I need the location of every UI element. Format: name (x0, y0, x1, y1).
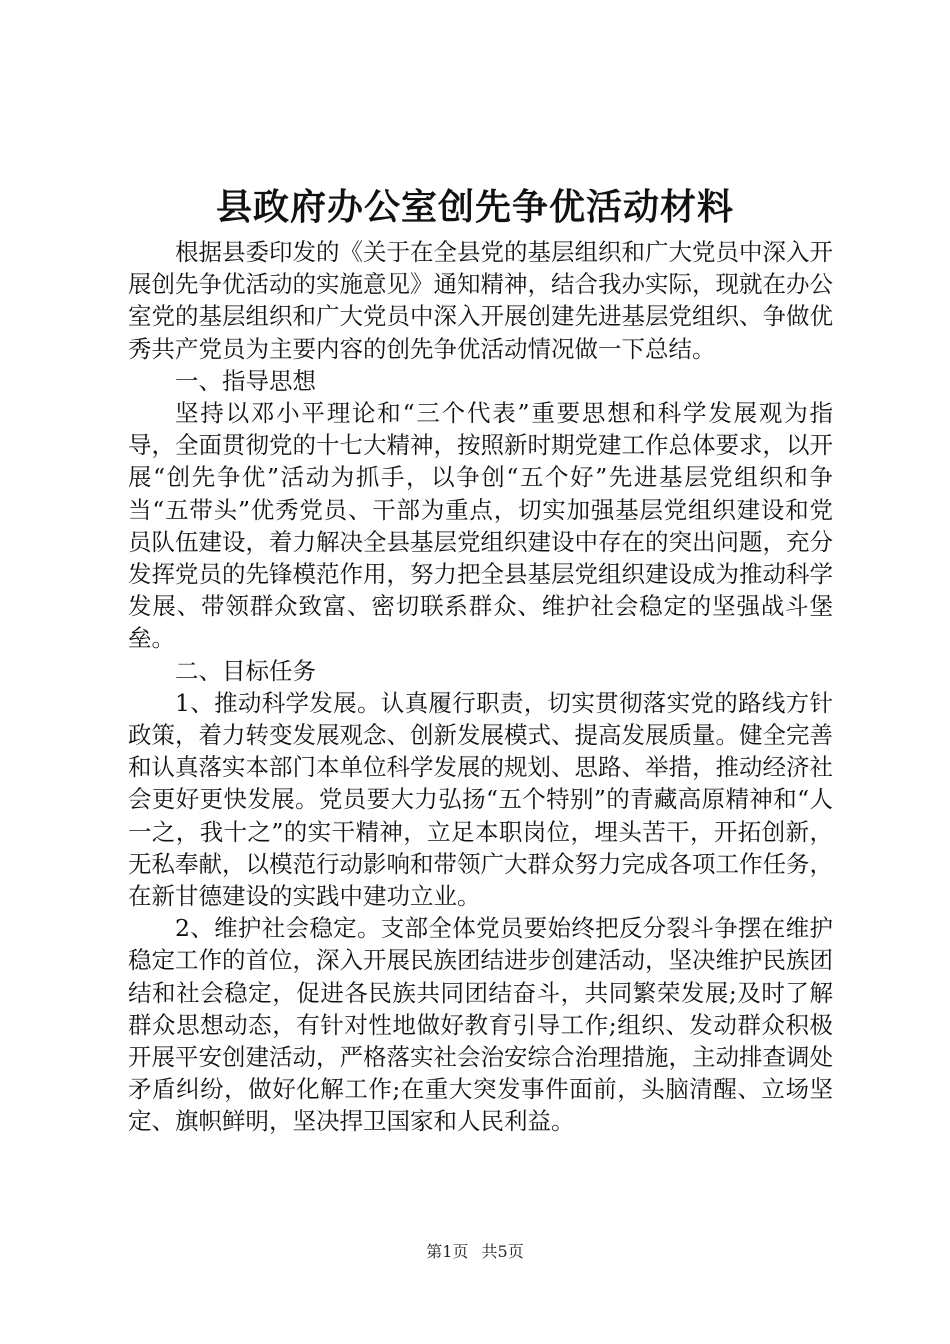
heading-goals-tasks: 二、目标任务 (175, 656, 316, 685)
paragraph-intro: 根据县委印发的《关于在全县党的基层组织和广大党员中深入开展创先争优活动的实施意见》通知精神，结合我办实际，现就在办公室党的基层组织和广大党员中深入开展创建先进基层党组织、争做优秀共产党员为主要内容的创先争优活动情况做一下总结。 (128, 238, 833, 363)
document-title: 县政府办公室创先争优活动材料 (215, 186, 734, 228)
heading-guiding-ideology: 一、指导思想 (175, 366, 316, 395)
paragraph-guiding-ideology: 坚持以邓小平理论和“三个代表”重要思想和科学发展观为指导，全面贯彻党的十七大精神，按照新时期党建工作总体要求，以开展“创先争优”活动为抓手，以争创“五个好”先进基层党组织和争当“五带头”优秀党员、干部为重点，切实加强基层党组织建设和党员队伍建设，着力解决全县基层党组织建设中存在的突出问题，充分发挥党员的先锋模范作用，努力把全县基层党组织建设成为推动科学发展、带领群众致富、密切联系群众、维护社会稳定的坚强战斗堡垒。 (128, 399, 833, 653)
page-number-current: 第1页 (426, 1242, 469, 1261)
page-footer (0, 1241, 950, 1263)
paragraph-task-1: 1、推动科学发展。认真履行职责，切实贯彻落实党的路线方针政策，着力转变发展观念、创新发展模式、提高发展质量。健全完善和认真落实本部门本单位科学发展的规划、思路、举措，推动经济社会更好更快发展。党员要大力弘扬“五个特别”的青藏高原精神和“人一之，我十之”的实干精神，立足本职岗位，埋头苦干，开拓创新，无私奉献，以模范行动影响和带领广大群众努力完成各项工作任务，在新甘德建设的实践中建功立业。 (128, 688, 833, 911)
paragraph-task-2: 2、维护社会稳定。支部全体党员要始终把反分裂斗争摆在维护稳定工作的首位，深入开展民族团结进步创建活动，坚决维护民族团结和社会稳定，促进各民族共同团结奋斗，共同繁荣发展;及时了解群众思想动态，有针对性地做好教育引导工作;组织、发动群众积极开展平安创建活动，严格落实社会治安综合治理措施，主动排查调处矛盾纠纷，做好化解工作;在重大突发事件面前，头脑清醒、立场坚定、旗帜鲜明，坚决捍卫国家和人民利益。 (128, 914, 833, 1136)
page-number-total: 共5页 (481, 1242, 524, 1261)
document-body (128, 236, 833, 1138)
